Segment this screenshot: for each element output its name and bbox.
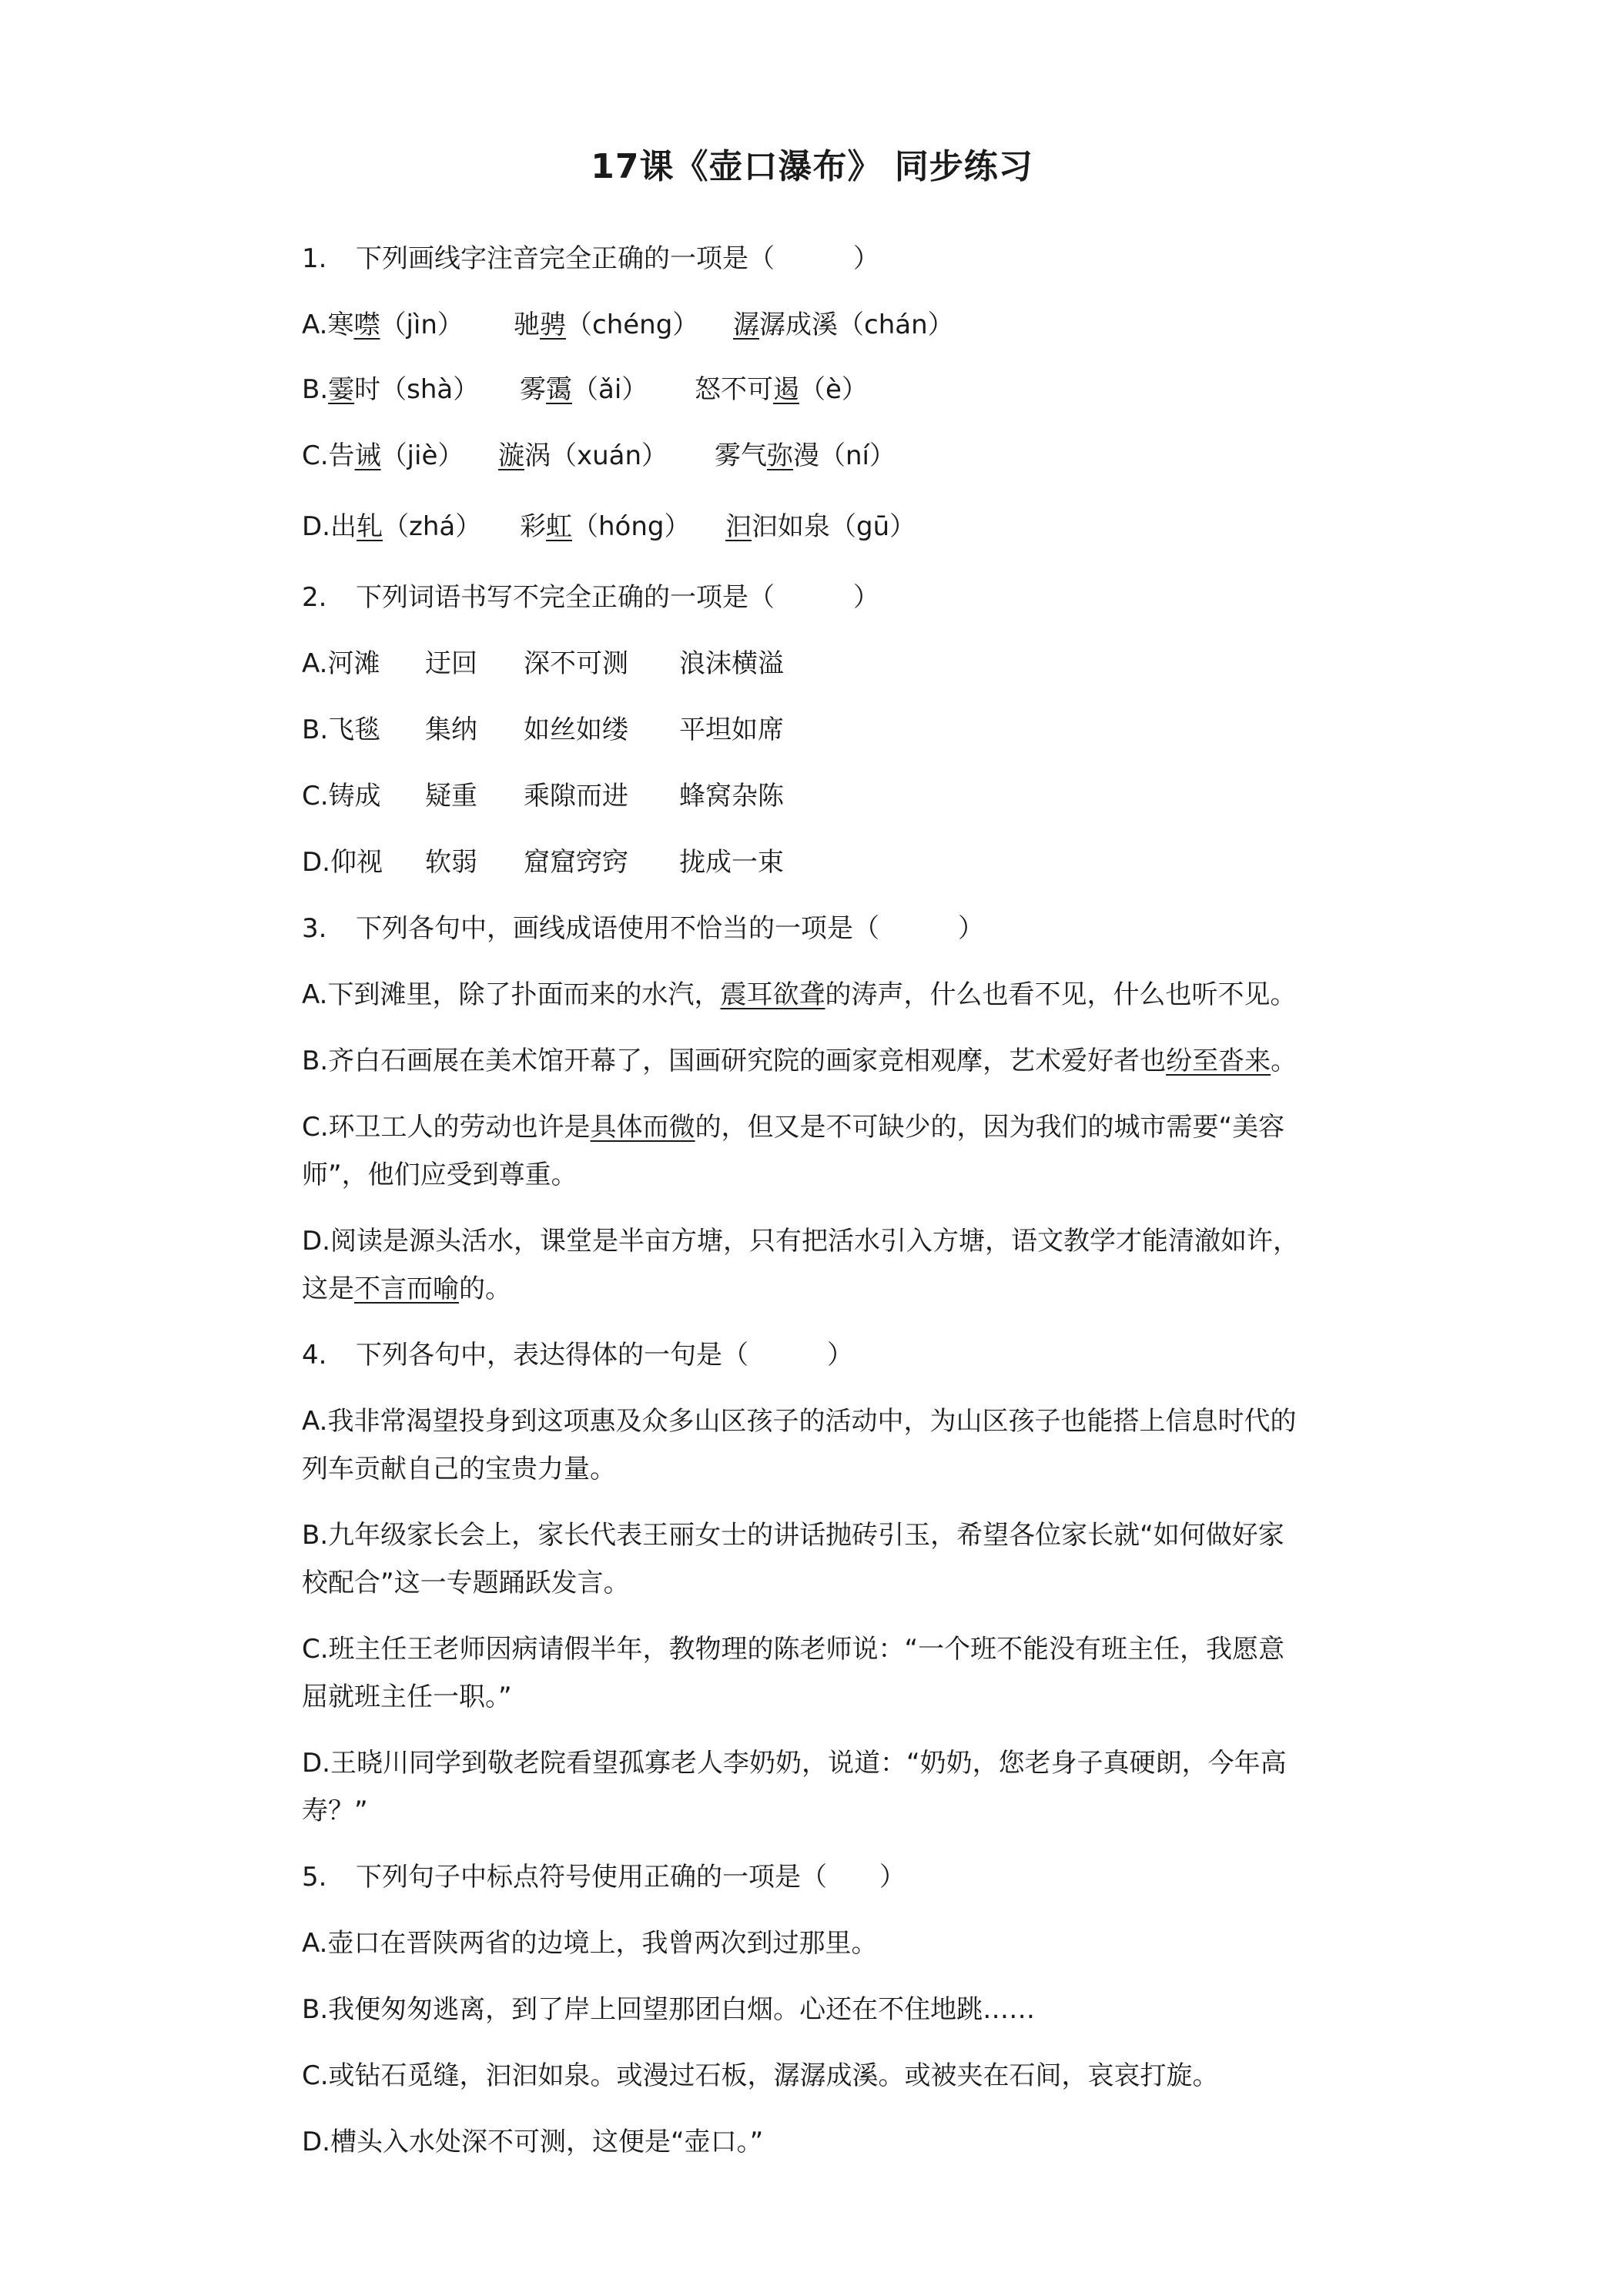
option-item: 驰骋（chéng） [514, 310, 699, 340]
underlined-idiom: 震耳欲聋 [720, 979, 825, 1010]
word-item: 窟窟窍窍 [524, 847, 628, 878]
question-4-stem [302, 1337, 853, 1374]
q5-option-c: C.或钻石觅缝，汩汩如泉。或漫过石板，潺潺成溪。或被夹在石间，哀哀打旋。 [302, 2060, 1219, 2091]
word-item: 蜂窝杂陈 [679, 781, 784, 812]
question-5-stem [302, 1859, 906, 1896]
q4-option-d-line1: D.王晓川同学到敬老院看望孤寡老人李奶奶，说道：“奶奶，您老身子真硬朗，今年高 [302, 1748, 1287, 1779]
q4-option-a-line1: A.我非常渴望投身到这项惠及众多山区孩子的活动中，为山区孩子也能搭上信息时代的 [302, 1406, 1297, 1437]
underlined-idiom: 不言而喻 [354, 1274, 459, 1304]
question-number: 3. [302, 913, 327, 944]
option-item: D.出轧（zhá） [302, 511, 482, 542]
q4-option-b-line1: B.九年级家长会上，家长代表王丽女士的讲话抛砖引玉，希望各位家长就“如何做好家 [302, 1520, 1284, 1551]
underlined-idiom: 纷至沓来 [1166, 1046, 1271, 1076]
q5-option-d: D.槽头入水处深不可测，这便是“壶口。” [302, 2127, 764, 2157]
word-item: 拢成一束 [679, 847, 784, 878]
q4-option-d-line2: 寿？” [302, 1796, 368, 1826]
underlined-idiom: 具体而微 [590, 1112, 695, 1143]
option-item: 雾气弥漫（ní） [715, 440, 896, 471]
word-item: 软弱 [425, 847, 477, 878]
question-text: 下列词语书写不完全正确的一项是（ ） [356, 582, 879, 613]
word-item: C.铸成 [302, 781, 381, 812]
word-item: 集纳 [425, 715, 477, 745]
word-item: D.仰视 [302, 847, 383, 878]
q3-option-d-line1: D.阅读是源头活水，课堂是半亩方塘，只有把活水引入方塘，语文教学才能清澈如许， [302, 1226, 1299, 1257]
q3-option-d-line2: 这是不言而喻的。 [302, 1274, 511, 1304]
option-item: 汩汩如泉（gū） [725, 511, 916, 542]
word-item: B.飞毯 [302, 715, 381, 745]
option-item: 雾霭（ǎi） [520, 374, 648, 405]
word-item: 深不可测 [524, 648, 628, 679]
q5-option-b: B.我便匆匆逃离，到了岸上回望那团白烟。心还在不住地跳…… [302, 1994, 1036, 2025]
q4-option-c-line2: 屈就班主任一职。” [302, 1682, 512, 1712]
question-text: 下列画线字注音完全正确的一项是（ ） [356, 243, 879, 274]
word-item: 浪沫横溢 [679, 648, 784, 679]
question-3-stem [302, 910, 984, 947]
q3-option-b: B.齐白石画展在美术馆开幕了，国画研究院的画家竞相观摩，艺术爱好者也纷至沓来。 [302, 1046, 1298, 1076]
option-item: B.霎时（shà） [302, 374, 480, 405]
question-2-stem [302, 579, 879, 616]
q4-option-a-line2: 列车贡献自己的宝贵力量。 [302, 1454, 616, 1484]
word-item: 迂回 [425, 648, 477, 679]
question-number: 4. [302, 1340, 327, 1371]
question-1-stem [302, 240, 879, 277]
option-item: 漩涡（xuán） [498, 440, 668, 471]
word-item: A.河滩 [302, 648, 380, 679]
option-item: 彩虹（hóng） [520, 511, 691, 542]
q3-option-c-line1: C.环卫工人的劳动也许是具体而微的，但又是不可缺少的，因为我们的城市需要“美容 [302, 1112, 1285, 1143]
question-text: 下列各句中，表达得体的一句是（ ） [356, 1340, 853, 1371]
word-item: 疑重 [425, 781, 477, 812]
q3-option-c-line2: 师”，他们应受到尊重。 [302, 1160, 578, 1190]
option-item: C.告诫（jiè） [302, 440, 464, 471]
word-item: 平坦如席 [679, 715, 784, 745]
question-number: 1. [302, 243, 327, 274]
q4-option-c-line1: C.班主任王老师因病请假半年，教物理的陈老师说：“一个班不能没有班主任，我愿意 [302, 1634, 1285, 1665]
question-number: 5. [302, 1862, 327, 1893]
question-number: 2. [302, 582, 327, 613]
option-item: 怒不可遏（è） [695, 374, 868, 405]
word-item: 如丝如缕 [524, 715, 628, 745]
word-item: 乘隙而进 [524, 781, 628, 812]
q3-option-a: A.下到滩里，除了扑面而来的水汽，震耳欲聋的涛声，什么也看不见，什么也听不见。 [302, 979, 1297, 1010]
question-text: 下列句子中标点符号使用正确的一项是（ ） [356, 1862, 906, 1893]
question-text: 下列各句中，画线成语使用不恰当的一项是（ ） [356, 913, 984, 944]
q4-option-b-line2: 校配合”这一专题踊跃发言。 [302, 1568, 630, 1598]
q5-option-a: A.壶口在晋陕两省的边境上，我曾两次到过那里。 [302, 1928, 878, 1959]
option-item: 潺潺成溪（chán） [733, 310, 954, 340]
page-title: 17课《壶口瀑布》 同步练习 [591, 147, 1033, 186]
option-item: A.寒噤（jìn） [302, 310, 464, 340]
